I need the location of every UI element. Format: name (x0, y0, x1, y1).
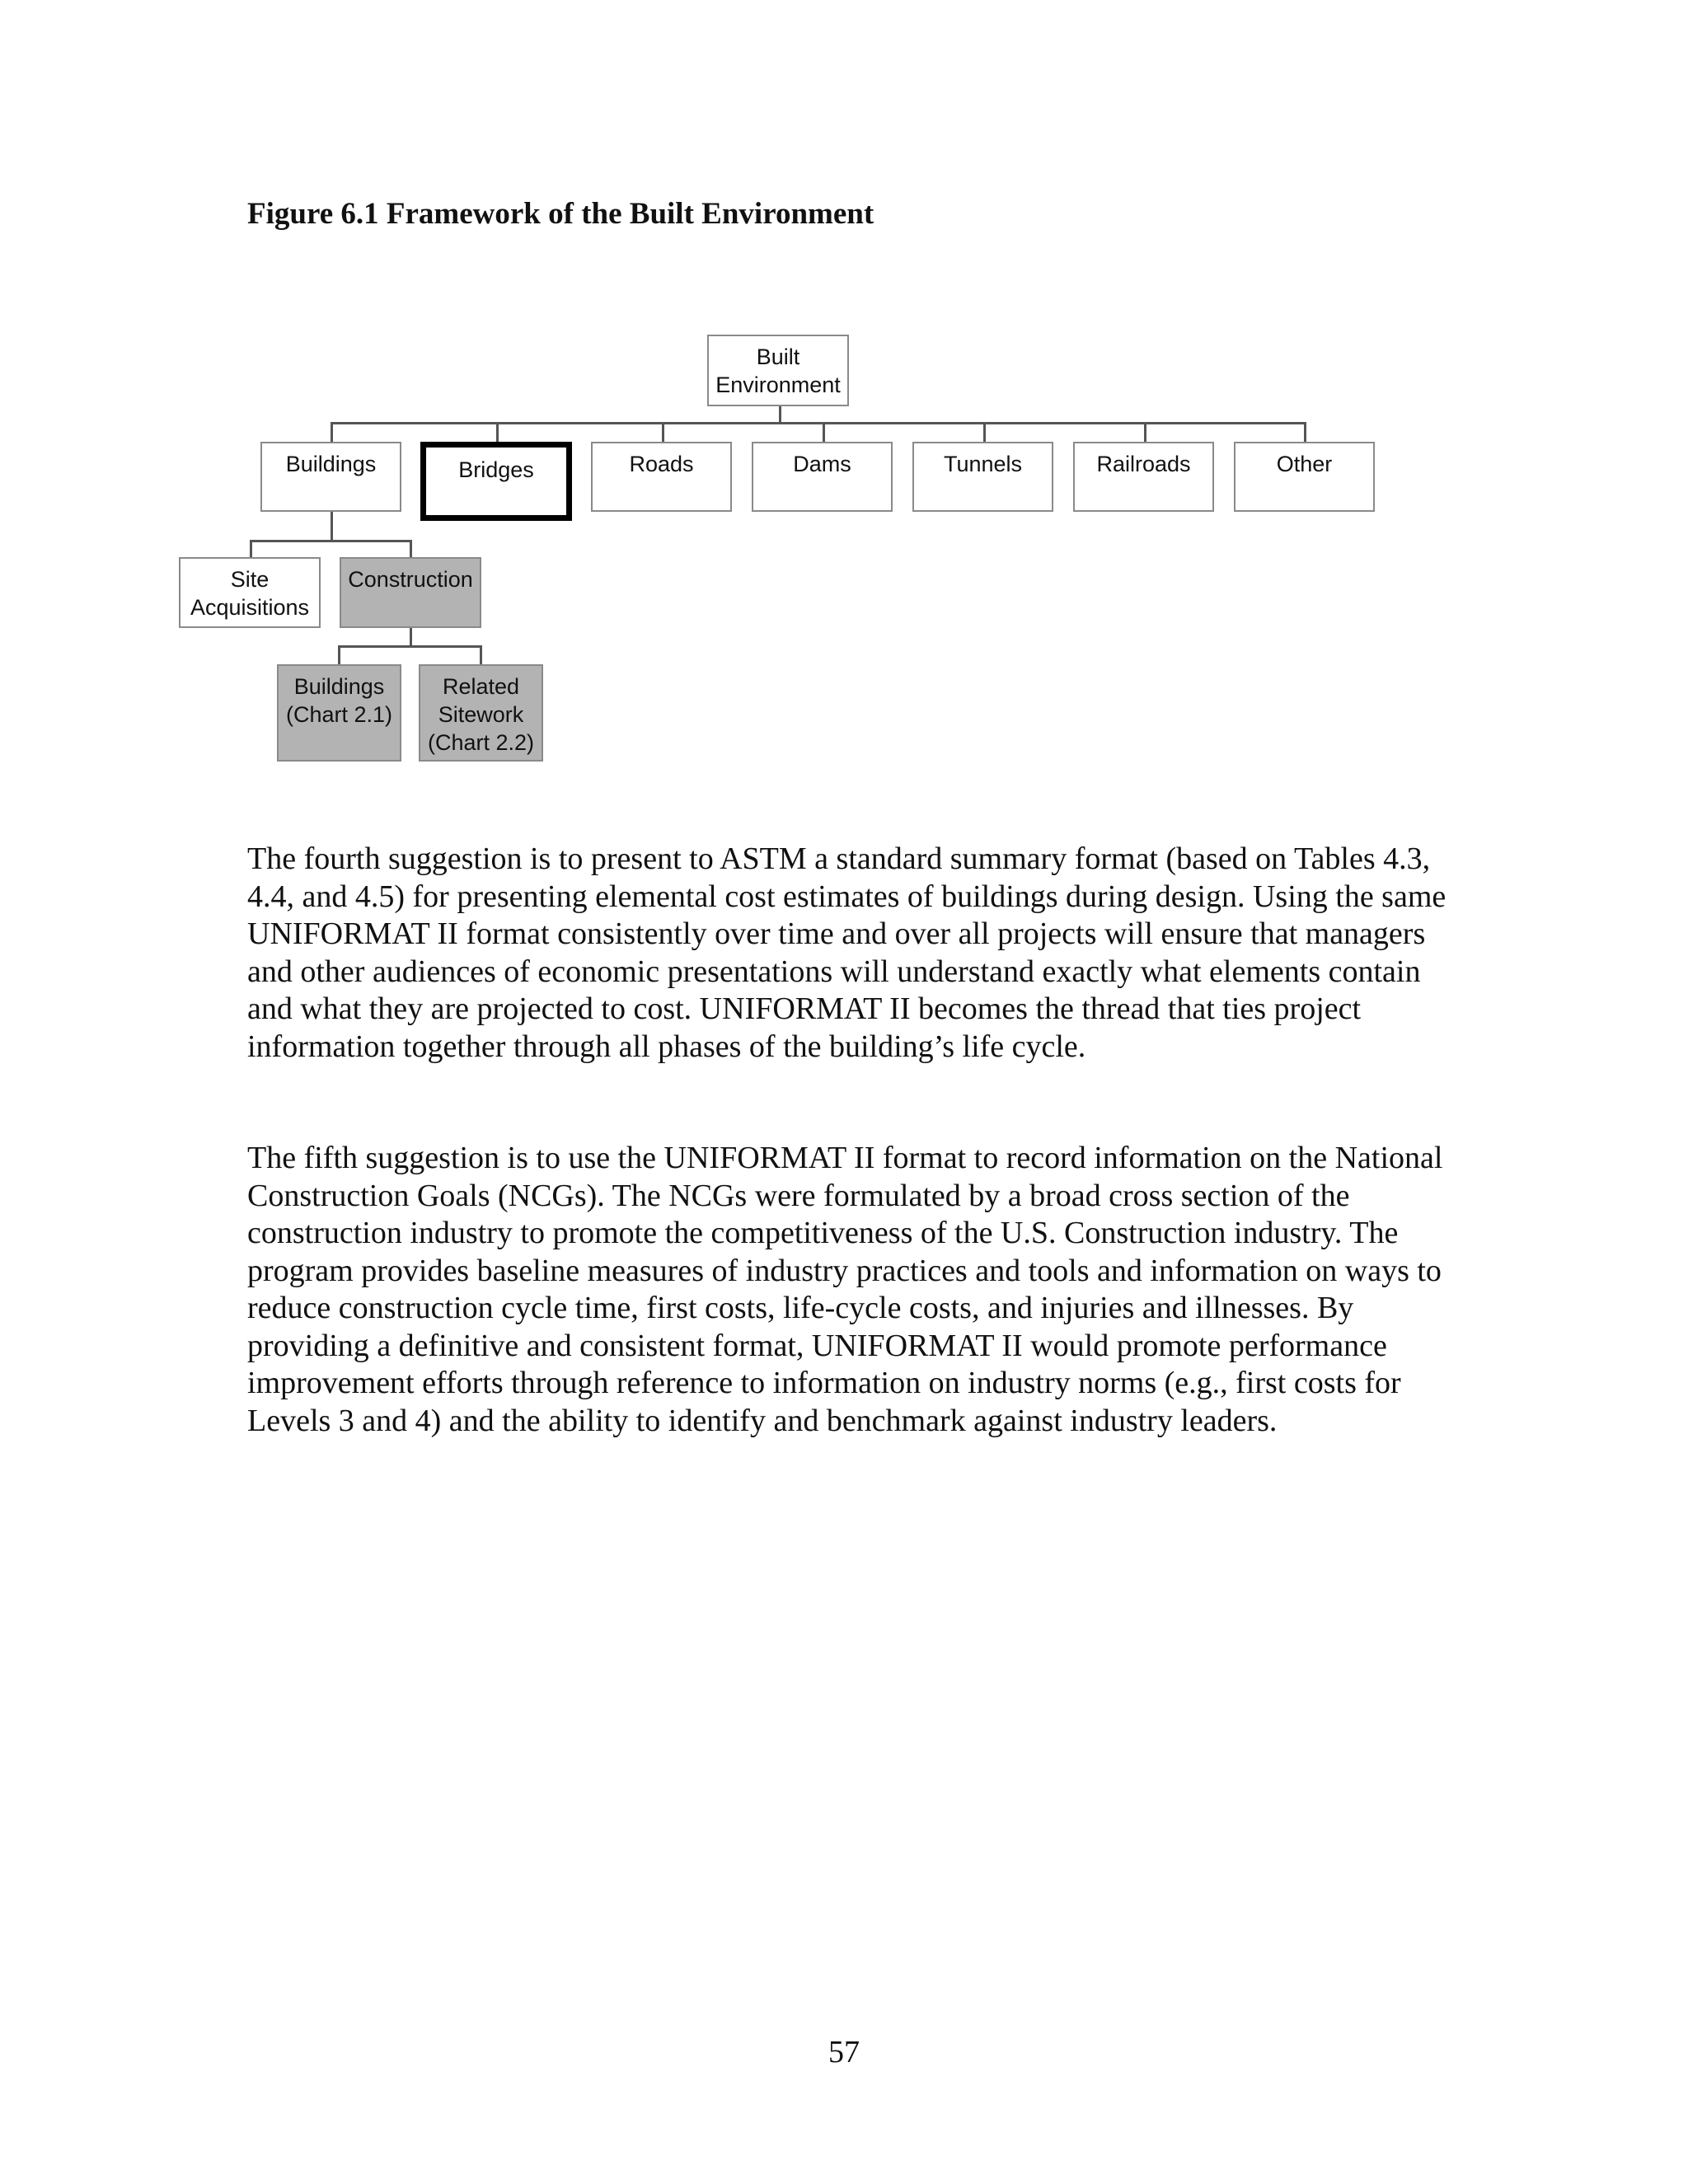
node-other: Other (1234, 442, 1375, 512)
node-tunnels: Tunnels (912, 442, 1053, 512)
connector (250, 540, 252, 558)
page-number: 57 (828, 2035, 860, 2069)
node-dams: Dams (752, 442, 893, 512)
connector (662, 422, 664, 443)
figure-caption: Figure 6.1 Framework of the Built Environment (247, 197, 874, 231)
connector (823, 422, 825, 443)
connector (1144, 422, 1146, 443)
body-paragraph-2: The fifth suggestion is to use the UNIFORMAT II format to record information on the National Construction Goals (NCGs). The NCGs were formulated by a broad cross section of the construction industry to promote the competitiveness of the U.S. Construction industry. The program provides baseline measures of industry practices and tools and information on ways to reduce construction cycle time, first costs, life-cycle costs, and injuries and illnesses. By providing a definitive and consistent format, UNIFORMAT II would promote performance improvement efforts through reference to information on industry norms (e.g., first costs for Levels 3 and 4) and the ability to identify and benchmark against industry leaders. (247, 1141, 1443, 1438)
connector (480, 645, 482, 665)
node-railroads: Railroads (1073, 442, 1214, 512)
connector (331, 511, 333, 541)
connector (410, 540, 412, 558)
node-bridges: Bridges (420, 442, 572, 521)
connector (338, 645, 482, 648)
connector (496, 422, 499, 443)
connector (338, 645, 340, 665)
connector (983, 422, 986, 443)
connector (410, 628, 412, 646)
framework-diagram (0, 0, 1688, 824)
connector (1304, 422, 1306, 443)
connector (779, 406, 781, 423)
body-paragraph-1: The fourth suggestion is to present to ASTM a standard summary format (based on Tables 4.3, 4.4, and 4.5) for presenting elemental cost estimates of buildings during design. Using the same UNIFORMAT II format consistently over time and over all projects will ensure that managers and other audiences of economic presentations will understand exactly what elements contain and what they are projected to cost. UNIFORMAT II becomes the thread that ties project information together through all phases of the building’s life cycle. (247, 841, 1447, 1064)
node-buildings: Buildings (260, 442, 401, 512)
node-related-sitework: Related Sitework (Chart 2.2) (419, 664, 543, 762)
node-built-environment: Built Environment (707, 335, 849, 406)
connector (250, 540, 412, 542)
node-site-acquisitions: Site Acquisitions (179, 557, 321, 628)
node-roads: Roads (591, 442, 732, 512)
connector (331, 422, 1304, 424)
node-buildings-chart: Buildings (Chart 2.1) (277, 664, 401, 762)
node-construction: Construction (340, 557, 481, 628)
connector (331, 422, 333, 443)
